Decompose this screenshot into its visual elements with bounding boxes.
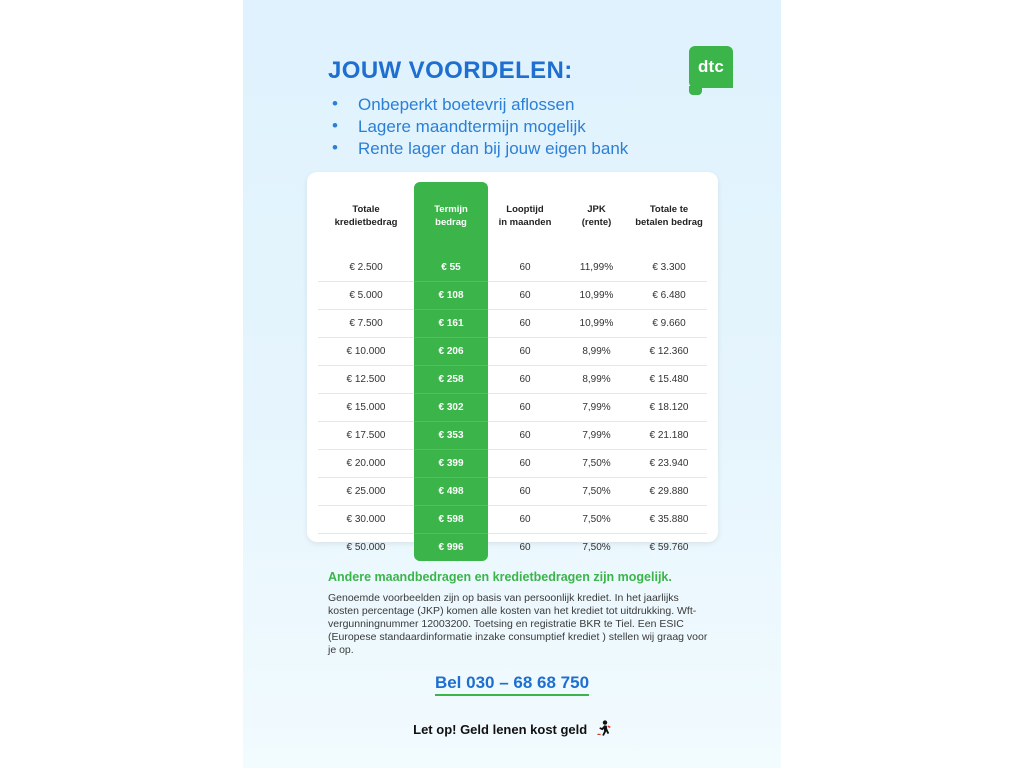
cell-term-amount: € 996 [414, 534, 488, 562]
table-row [318, 422, 707, 450]
column-header-total-payable: Totale te betalen bedrag [635, 204, 703, 228]
cell-duration: 60 [488, 282, 562, 310]
table-row [318, 366, 707, 394]
table-row [318, 506, 707, 534]
cell-jkp: 7,50% [582, 542, 611, 553]
table-row [318, 478, 707, 506]
cell-total-credit: € 20.000 [318, 450, 414, 478]
cell-duration: 60 [488, 478, 562, 506]
cell-duration: 60 [488, 422, 562, 450]
cell-total-credit: € 12.500 [318, 366, 414, 394]
cell-duration: 60 [488, 450, 562, 478]
cell-jkp: 10,99% [562, 310, 631, 338]
table-row [318, 338, 707, 366]
cell-total-payable: € 12.360 [631, 338, 707, 366]
cell-total-payable: € 59.760 [649, 542, 689, 553]
benefits-list [328, 94, 628, 160]
cell-term-amount: € 399 [414, 450, 488, 478]
cell-total-credit: € 5.000 [318, 282, 414, 310]
cell-total-payable: € 3.300 [631, 254, 707, 282]
cell-duration: 60 [519, 542, 531, 553]
cell-term-amount: € 258 [414, 366, 488, 394]
cell-term-amount: € 498 [414, 478, 488, 506]
phone-link[interactable]: Bel 030 – 68 68 750 [435, 673, 589, 696]
cell-jkp: 7,50% [562, 450, 631, 478]
table-header-row [318, 182, 707, 254]
cell-term-amount: € 161 [414, 310, 488, 338]
cell-total-credit: € 10.000 [318, 338, 414, 366]
walking-person-icon [597, 720, 611, 739]
cell-total-credit: € 7.500 [318, 310, 414, 338]
legal-warning-text: Let op! Geld lenen kost geld [413, 722, 588, 737]
table-row [318, 534, 707, 562]
legal-warning [0, 720, 1024, 739]
cell-total-payable: € 29.880 [631, 478, 707, 506]
cell-total-credit: € 2.500 [318, 254, 414, 282]
column-header-term-amount: Termijn bedrag [414, 182, 488, 254]
cell-term-amount: € 353 [414, 422, 488, 450]
cell-term-amount: € 302 [414, 394, 488, 422]
cell-total-payable: € 15.480 [631, 366, 707, 394]
cell-total-credit: € 17.500 [318, 422, 414, 450]
list-item: • Rente lager dan bij jouw eigen bank [328, 138, 628, 160]
cell-jkp: 7,50% [562, 478, 631, 506]
cell-term-amount: € 108 [414, 282, 488, 310]
column-header-duration: Looptijd in maanden [498, 204, 552, 228]
phone-cta[interactable] [0, 673, 1024, 693]
cell-term-amount: € 598 [414, 506, 488, 534]
table-row [318, 310, 707, 338]
page-title: JOUW VOORDELEN: [328, 57, 573, 84]
note-body: Genoemde voorbeelden zijn op basis van persoonlijk krediet. In het jaarlijks kosten percentage (JKP) komen alle kosten van het krediet tot uitdrukking. Wft-vergunningnummer 12003200. Toetsing en registratie BKR te Tiel. Een ESIC (Europese standaardinformatie inzake consumptief krediet ) stellen wij graag voor je op. [328, 592, 708, 656]
cell-term-amount: € 55 [414, 254, 488, 282]
cell-duration: 60 [488, 506, 562, 534]
cell-duration: 60 [488, 366, 562, 394]
cell-total-credit: € 30.000 [318, 506, 414, 534]
rates-table [318, 182, 707, 561]
cell-jkp: 7,99% [562, 394, 631, 422]
table-row [318, 450, 707, 478]
cell-jkp: 7,50% [562, 506, 631, 534]
cell-total-payable: € 9.660 [631, 310, 707, 338]
cell-total-payable: € 6.480 [631, 282, 707, 310]
table-body [318, 254, 707, 561]
logo-text: dtc [697, 57, 725, 76]
cell-duration: 60 [488, 254, 562, 282]
cell-jkp: 8,99% [562, 366, 631, 394]
cell-total-payable: € 18.120 [631, 394, 707, 422]
cell-jkp: 7,99% [562, 422, 631, 450]
column-header-jkp: JPK (rente) [581, 204, 612, 228]
cell-jkp: 8,99% [562, 338, 631, 366]
cell-total-credit: € 50.000 [346, 542, 386, 553]
cell-duration: 60 [488, 338, 562, 366]
cell-duration: 60 [488, 394, 562, 422]
cell-jkp: 11,99% [562, 254, 631, 282]
cell-jkp: 10,99% [562, 282, 631, 310]
table-row [318, 254, 707, 282]
note-title: Andere maandbedragen en kredietbedragen zijn mogelijk. [328, 570, 672, 584]
table-row [318, 394, 707, 422]
cell-total-credit: € 15.000 [318, 394, 414, 422]
list-item: • Onbeperkt boetevrij aflossen [328, 94, 628, 116]
cell-total-payable: € 23.940 [631, 450, 707, 478]
cell-total-payable: € 21.180 [631, 422, 707, 450]
dtc-logo [689, 46, 733, 88]
cell-duration: 60 [488, 310, 562, 338]
table-row [318, 282, 707, 310]
column-header-total-credit: Totale kredietbedrag [334, 204, 398, 228]
cell-total-payable: € 35.880 [631, 506, 707, 534]
cell-term-amount: € 206 [414, 338, 488, 366]
list-item: • Lagere maandtermijn mogelijk [328, 116, 628, 138]
cell-total-credit: € 25.000 [318, 478, 414, 506]
